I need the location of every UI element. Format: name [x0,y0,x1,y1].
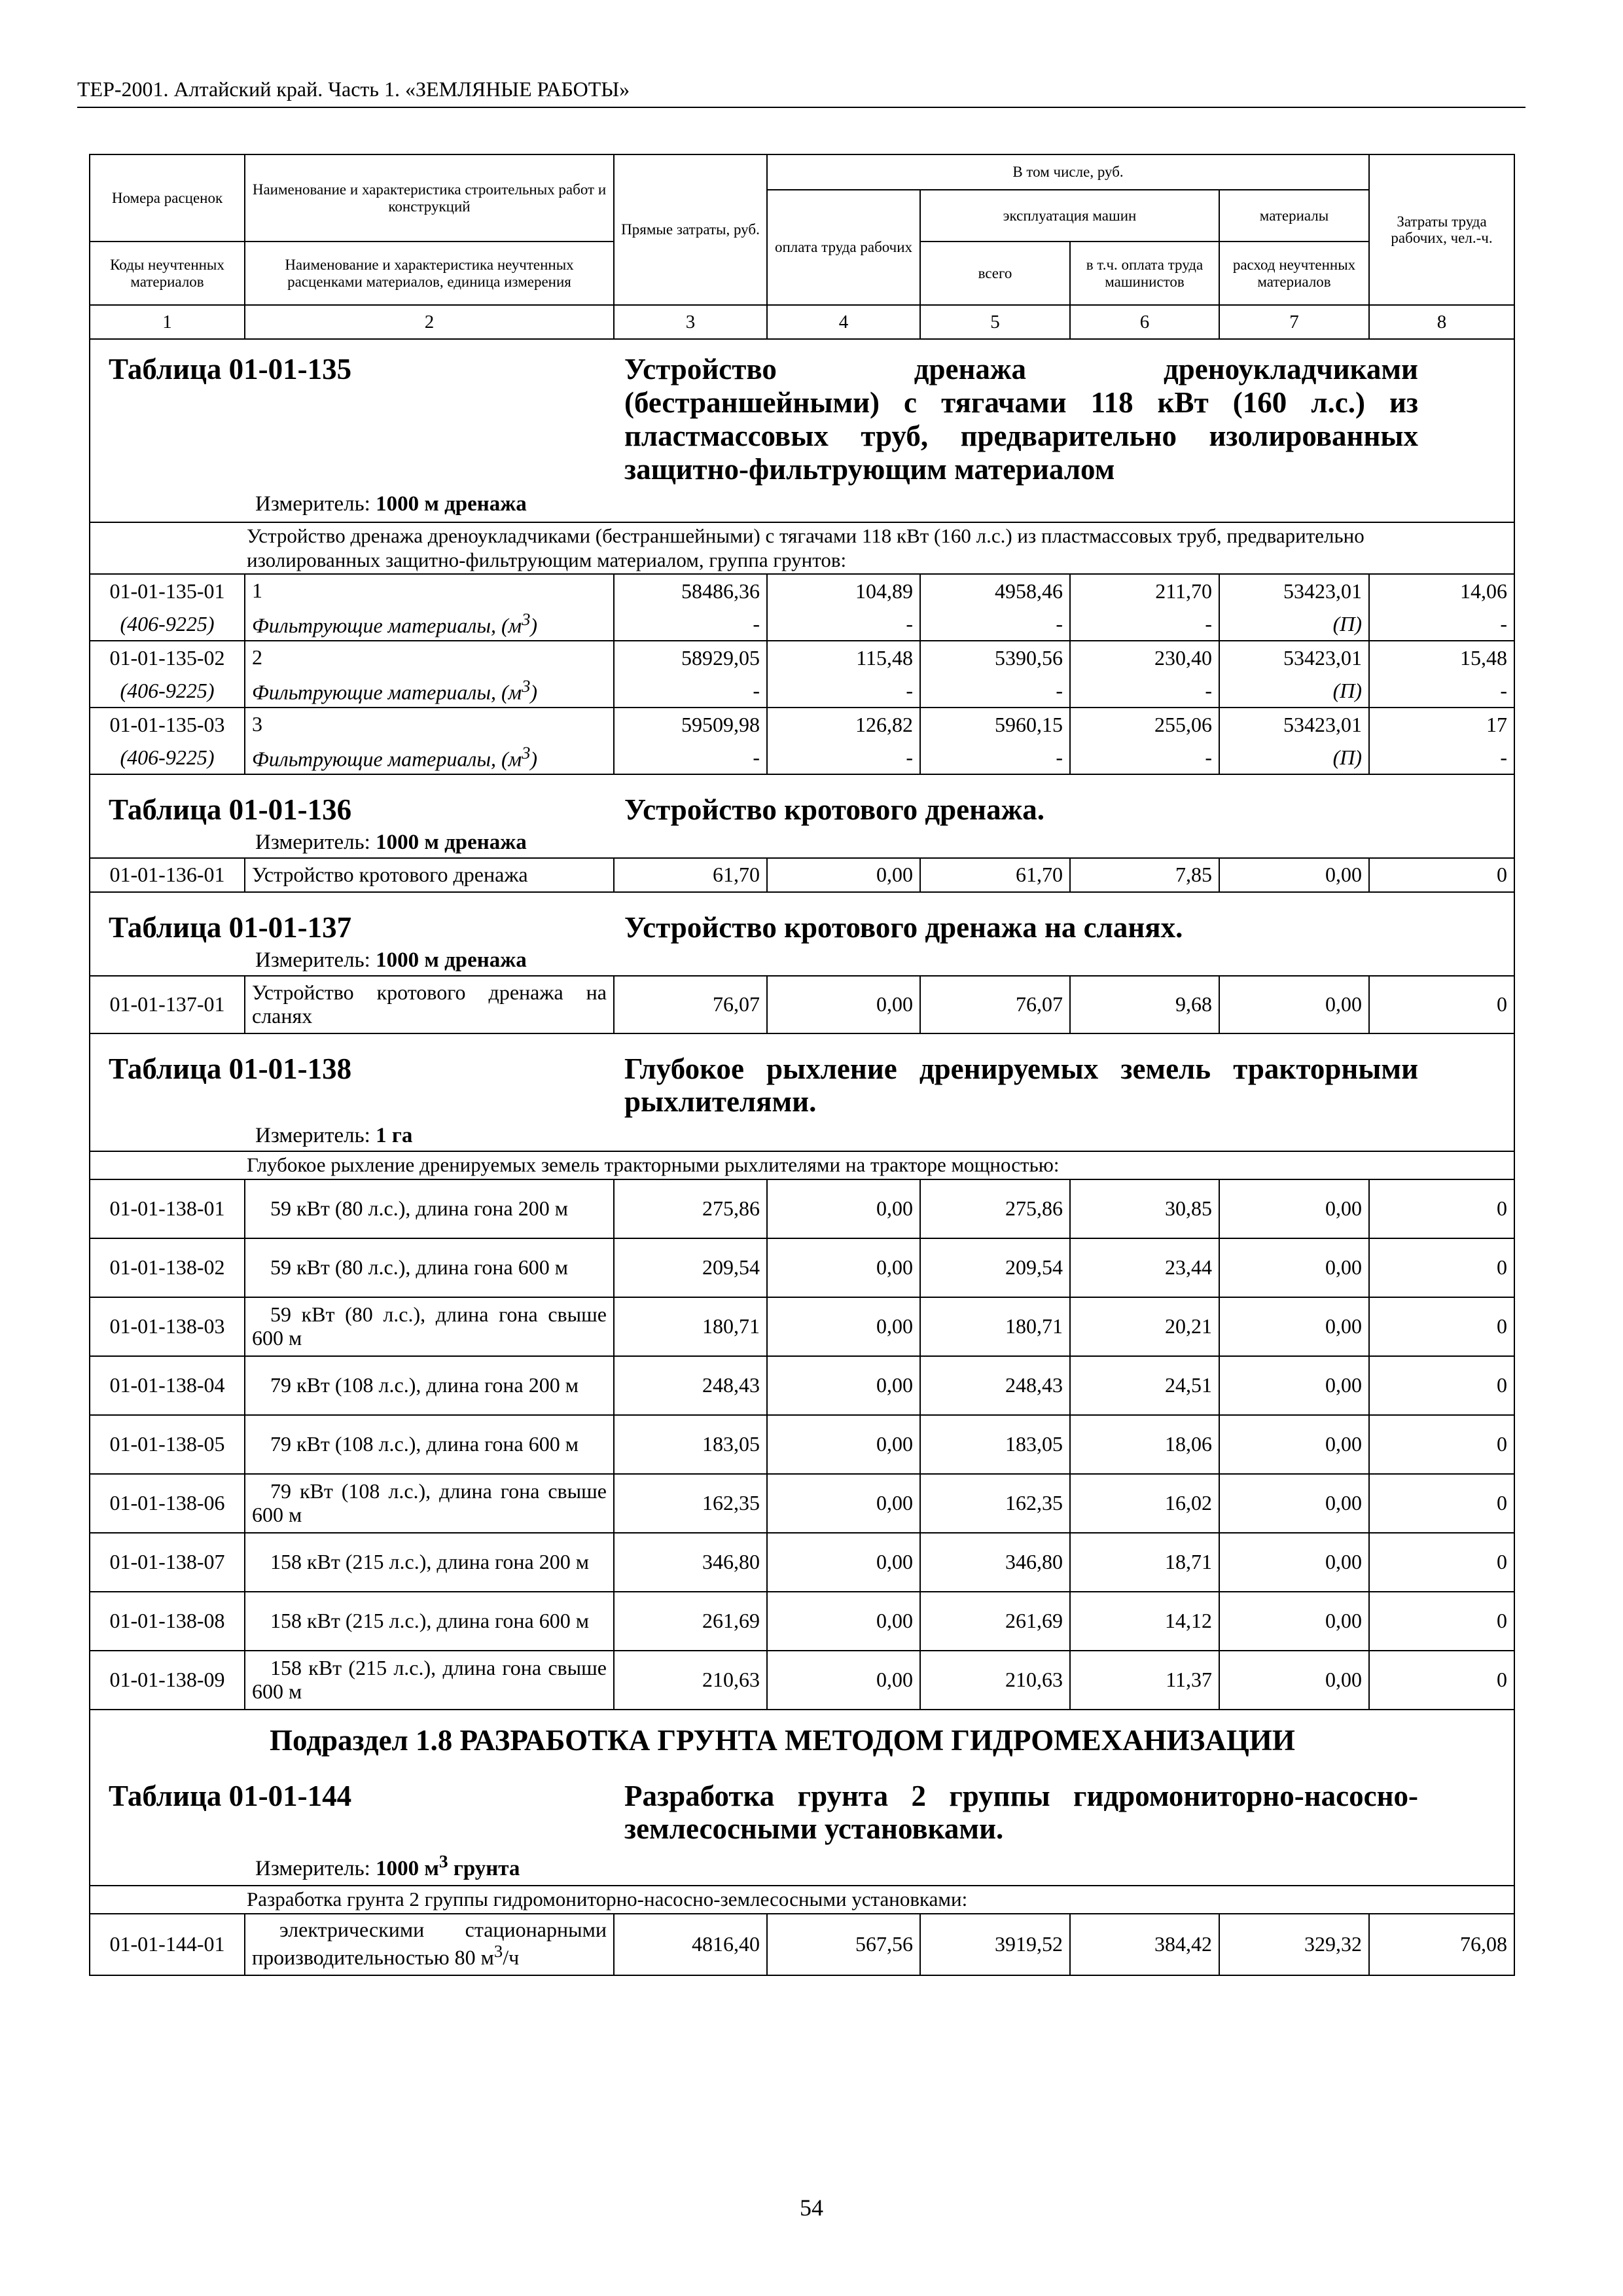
materials-header: материалы [1219,190,1369,242]
operators-pay: 11,37 [1070,1651,1219,1710]
group-caption: Глубокое рыхление дренируемых земель тракторными рыхлителями на тракторе мощностью: [245,1151,1514,1179]
operators-pay: 384,42 [1070,1914,1219,1975]
rate-code: 01-01-138-03 [90,1297,245,1356]
material-value: - [767,608,920,641]
operators-pay: 23,44 [1070,1238,1219,1297]
material-value: (П) [1219,742,1369,774]
machines-total: 210,63 [920,1651,1070,1710]
material-value: - [767,675,920,708]
machines-total: 5960,15 [920,708,1070,742]
labor-pay: 0,00 [767,976,920,1033]
colnum: 7 [1219,305,1369,339]
operators-pay: 230,40 [1070,641,1219,675]
col6-header: в т.ч. оплата труда машинистов [1070,242,1219,305]
materials: 0,00 [1219,858,1369,892]
colnum: 1 [90,305,245,339]
section-137 [90,892,1514,976]
direct-cost: 261,69 [614,1592,767,1651]
labor-hours: 0 [1369,1297,1514,1356]
meter [90,1851,1514,1881]
colnum: 2 [245,305,614,339]
group-caption: Разработка грунта 2 группы гидромониторно-насосно-землесосными установками: [245,1886,1514,1913]
rate-name: 158 кВт (215 л.с.), длина гона свыше 600 м [245,1651,614,1710]
rate-name: 158 кВт (215 л.с.), длина гона 600 м [245,1592,614,1651]
operators-pay: 24,51 [1070,1356,1219,1415]
meter-value: 1000 $м^3$ грунта [376,1851,520,1881]
material-value: - [614,608,767,641]
labor-hours: 0 [1369,976,1514,1033]
machines-total: 5390,56 [920,641,1070,675]
rate-name: 59 кВт (80 л.с.), длина гона свыше 600 м [245,1297,614,1356]
material-value: - [1070,608,1219,641]
page-number: 54 [800,2195,823,2221]
rate-name: 2 [245,641,614,675]
meter [90,831,1514,855]
meter-value: 1 га [376,1124,413,1148]
section-135 [90,339,1514,522]
direct-cost: 4816,40 [614,1914,767,1975]
labor-pay: 0,00 [767,1592,920,1651]
labor-hours: 76,08 [1369,1914,1514,1975]
table-title: Таблица 01-01-138 [109,1052,352,1085]
labor-pay: 115,48 [767,641,920,675]
labor-pay: 0,00 [767,1238,920,1297]
direct-cost: 248,43 [614,1356,767,1415]
labor-pay: 0,00 [767,1356,920,1415]
rate-name: Устройство кротового дренажа [245,858,614,892]
machines-total: 346,80 [920,1533,1070,1592]
labor-hours: 0 [1369,1592,1514,1651]
labor-pay: 0,00 [767,1474,920,1533]
labor-hours: 0 [1369,1179,1514,1238]
materials: 329,32 [1219,1914,1369,1975]
materials: 0,00 [1219,1238,1369,1297]
material-value: - [920,675,1070,708]
direct-cost: 183,05 [614,1415,767,1474]
material-code: (406-9225) [90,608,245,641]
machines-total: 183,05 [920,1415,1070,1474]
material-value: - [767,742,920,774]
section-144 [90,1710,1514,1886]
meter-label: Измеритель: [255,1857,370,1881]
material-value: (П) [1219,608,1369,641]
colnum: 5 [920,305,1070,339]
labor-hours: 15,48 [1369,641,1514,675]
rate-code: 01-01-138-05 [90,1415,245,1474]
machines-total: 248,43 [920,1356,1070,1415]
material-value: - [920,608,1070,641]
machines-header: эксплуатация машин [920,190,1219,242]
direct-cost: 58486,36 [614,574,767,608]
rate-name: 158 кВт (215 л.с.), длина гона 200 м [245,1533,614,1592]
materials: 0,00 [1219,1533,1369,1592]
operators-pay: 14,12 [1070,1592,1219,1651]
direct-cost: 210,63 [614,1651,767,1710]
meter [90,1124,1514,1148]
materials: 0,00 [1219,1651,1369,1710]
direct-cost: 209,54 [614,1238,767,1297]
rate-code: 01-01-138-07 [90,1533,245,1592]
table-title: Таблица 01-01-135 [109,353,352,386]
machines-total: 275,86 [920,1179,1070,1238]
materials: 0,00 [1219,1415,1369,1474]
machines-total: 180,71 [920,1297,1070,1356]
rate-code: 01-01-135-03 [90,708,245,742]
operators-pay: 7,85 [1070,858,1219,892]
rate-name: Устройство кротового дренажа на сланях [245,976,614,1033]
labor-pay: 0,00 [767,1651,920,1710]
meter-label: Измеритель: [255,1124,370,1148]
col5-header: всего [920,242,1070,305]
section-136 [90,774,1514,858]
col7-header: расход неучтенных материалов [1219,242,1369,305]
material-value: - [1070,675,1219,708]
meter-value: 1000 м дренажа [376,948,527,972]
labor-pay: 567,56 [767,1914,920,1975]
meter-label: Измеритель: [255,492,370,516]
labor-hours: 0 [1369,858,1514,892]
rate-code: 01-01-144-01 [90,1914,245,1975]
col8-header: Затраты труда рабочих, чел.-ч. [1369,154,1514,305]
rate-code: 01-01-137-01 [90,976,245,1033]
labor-hours: 0 [1369,1415,1514,1474]
table-description: Устройство кротового дренажа. [624,793,1044,826]
direct-cost: 58929,05 [614,641,767,675]
operators-pay: 9,68 [1070,976,1219,1033]
materials: 53423,01 [1219,641,1369,675]
material-value: - [1070,742,1219,774]
operators-pay: 211,70 [1070,574,1219,608]
rate-code: 01-01-135-02 [90,641,245,675]
materials: 53423,01 [1219,708,1369,742]
group-caption: Устройство дренажа дреноукладчиками (бестраншейными) с тягачами 118 кВт (160 л.с.) из пластмассовых труб, предварительно изолированных защитно-фильтрующим материалом, группа грунтов: [245,522,1514,574]
material-value: - [614,742,767,774]
materials: 53423,01 [1219,574,1369,608]
rate-code: 01-01-138-02 [90,1238,245,1297]
rate-code: 01-01-138-08 [90,1592,245,1651]
material-value: (П) [1219,675,1369,708]
rate-name: 59 кВт (80 л.с.), длина гона 600 м [245,1238,614,1297]
colnum: 3 [614,305,767,339]
rate-code: 01-01-138-06 [90,1474,245,1533]
table-title: Таблица 01-01-136 [109,793,352,826]
section-138 [90,1033,1514,1152]
rate-code: 01-01-138-09 [90,1651,245,1710]
rate-name: 79 кВт (108 л.с.), длина гона свыше 600 м [245,1474,614,1533]
rate-name: 59 кВт (80 л.с.), длина гона 200 м [245,1179,614,1238]
labor-pay: 126,82 [767,708,920,742]
meter-value: 1000 м дренажа [376,830,527,854]
machines-total: 3919,52 [920,1914,1070,1975]
operators-pay: 20,21 [1070,1297,1219,1356]
rate-code: 01-01-135-01 [90,574,245,608]
table-description: Устройство кротового дренажа на сланях. [624,910,1183,944]
operators-pay: 16,02 [1070,1474,1219,1533]
labor-hours: 0 [1369,1238,1514,1297]
direct-cost: 162,35 [614,1474,767,1533]
materials: 0,00 [1219,976,1369,1033]
table-title: Таблица 01-01-144 [109,1779,352,1812]
materials: 0,00 [1219,1297,1369,1356]
machines-total: 162,35 [920,1474,1070,1533]
machines-total: 61,70 [920,858,1070,892]
labor-hours: 14,06 [1369,574,1514,608]
materials: 0,00 [1219,1179,1369,1238]
col4-header: оплата труда рабочих [767,190,920,305]
materials: 0,00 [1219,1356,1369,1415]
labor-hours: 0 [1369,1474,1514,1533]
material-value: - [920,742,1070,774]
direct-cost: 275,86 [614,1179,767,1238]
colnum: 4 [767,305,920,339]
labor-pay: 0,00 [767,1533,920,1592]
machines-total: 209,54 [920,1238,1070,1297]
direct-cost: 180,71 [614,1297,767,1356]
meter-label: Измеритель: [255,830,370,854]
col1-bottom-header: Коды неучтенных материалов [90,242,245,305]
material-value: - [614,675,767,708]
col2-bottom-header: Наименование и характеристика неучтенных расценками материалов, единица измерения [245,242,614,305]
rate-name: 79 кВт (108 л.с.), длина гона 600 м [245,1415,614,1474]
rate-code: 01-01-138-04 [90,1356,245,1415]
col1-top-header: Номера расценок [90,154,245,242]
meter [90,948,1514,973]
table-description: Устройство дренажа дреноукладчиками (бестраншейными) с тягачами 118 кВт (160 л.с.) из пластмассовых труб, предварительно изолированных защитно-фильтрующим материалом [624,353,1418,486]
table-title: Таблица 01-01-137 [109,910,352,944]
material-name: Фильтрующие материалы, $(м^3)$ [245,608,614,641]
labor-hours: 17 [1369,708,1514,742]
rate-code: 01-01-138-01 [90,1179,245,1238]
labor-pay: 0,00 [767,1179,920,1238]
col2-top-header: Наименование и характеристика строительных работ и конструкций [245,154,614,242]
machines-total: 261,69 [920,1592,1070,1651]
meter [90,492,1514,516]
meter-value: 1000 м дренажа [376,492,527,516]
colnum: 8 [1369,305,1514,339]
direct-cost: 346,80 [614,1533,767,1592]
incl-header: В том числе, руб. [767,154,1369,190]
operators-pay: 255,06 [1070,708,1219,742]
operators-pay: 18,06 [1070,1415,1219,1474]
col3-header: Прямые затраты, руб. [614,154,767,305]
material-value: - [1369,742,1514,774]
material-value: - [1369,608,1514,641]
table-description: Глубокое рыхление дренируемых земель тракторными рыхлителями. [624,1052,1418,1119]
labor-hours: 0 [1369,1651,1514,1710]
materials: 0,00 [1219,1474,1369,1533]
material-code: (406-9225) [90,742,245,774]
rate-name: 79 кВт (108 л.с.), длина гона 200 м [245,1356,614,1415]
rate-code: 01-01-136-01 [90,858,245,892]
rates-table [89,154,1515,1976]
material-value: - [1369,675,1514,708]
colnum: 6 [1070,305,1219,339]
material-name: Фильтрующие материалы, $(м^3)$ [245,742,614,774]
machines-total: 76,07 [920,976,1070,1033]
operators-pay: 18,71 [1070,1533,1219,1592]
running-title: ТЕР-2001. Алтайский край. Часть 1. «ЗЕМЛЯНЫЕ РАБОТЫ» [77,77,630,101]
direct-cost: 76,07 [614,976,767,1033]
labor-hours: 0 [1369,1356,1514,1415]
subsection-title: Подраздел 1.8 РАЗРАБОТКА ГРУНТА МЕТОДОМ ГИДРОМЕХАНИЗАЦИИ [270,1723,1295,1757]
labor-pay: 0,00 [767,1297,920,1356]
material-code: (406-9225) [90,675,245,708]
machines-total: 4958,46 [920,574,1070,608]
material-name: Фильтрующие материалы, $(м^3)$ [245,675,614,708]
header-rule [77,107,1525,108]
direct-cost: 59509,98 [614,708,767,742]
labor-pay: 104,89 [767,574,920,608]
meter-label: Измеритель: [255,948,370,972]
table-description: Разработка грунта 2 группы гидромониторно-насосно-землесосными установками. [624,1779,1418,1846]
labor-hours: 0 [1369,1533,1514,1592]
materials: 0,00 [1219,1592,1369,1651]
rate-name: 1 [245,574,614,608]
rate-name: электрическими стационарными производительностью 80 $м^3/ч$ [245,1914,614,1975]
operators-pay: 30,85 [1070,1179,1219,1238]
direct-cost: 61,70 [614,858,767,892]
labor-pay: 0,00 [767,1415,920,1474]
rate-name: 3 [245,708,614,742]
labor-pay: 0,00 [767,858,920,892]
